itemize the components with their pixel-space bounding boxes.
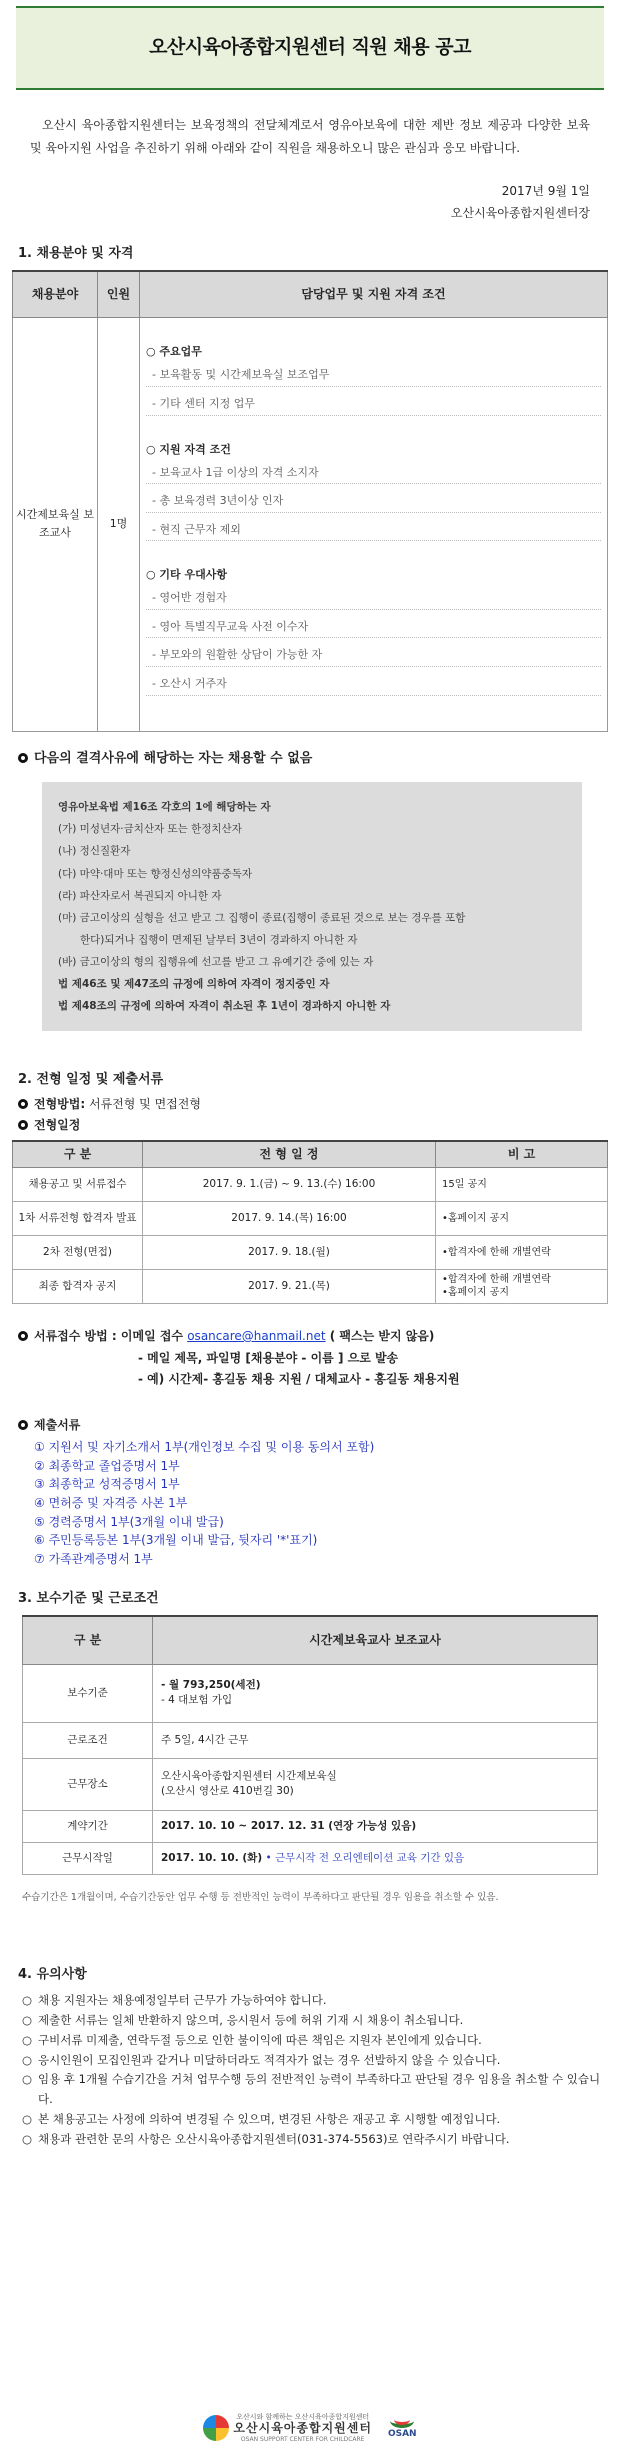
role-cell: 시간제보육실 보조교사 (13, 317, 98, 731)
osan-city-logo (388, 2414, 417, 2441)
circle-bullet-icon (18, 1331, 28, 1341)
salary-value: - 월 793,250(세전) (161, 1678, 261, 1691)
apply-label: 서류접수 방법 : (34, 1328, 121, 1343)
table-row (23, 1722, 598, 1758)
col-header-note: 비 고 (436, 1141, 608, 1167)
duty-item: - 현직 근무자 제외 (146, 521, 601, 542)
note-cell: •합격자에 한해 개별연락 •홈페이지 공지 (436, 1269, 608, 1303)
section3-title: 3. 보수기준 및 근로조건 (18, 1591, 159, 1607)
recruitment-table (12, 270, 608, 732)
schedule-table (12, 1140, 608, 1304)
section1-title: 1. 채용분야 및 자격 (18, 246, 134, 262)
date-block (8, 180, 590, 226)
duty-item: - 오산시 거주자 (146, 675, 601, 696)
list-item: ③ 최종학교 성적증명서 1부 (34, 1477, 180, 1492)
section2-title: 2. 전형 일정 및 제출서류 (18, 1071, 164, 1087)
duty-item: - 영어반 경험자 (146, 589, 601, 610)
col-header-role: 채용분야 (13, 271, 98, 317)
duty-item: - 영아 특별직무교육 사전 이수자 (146, 618, 601, 639)
row-key: 보수기준 (23, 1664, 153, 1722)
apply-text: 이메일 접수 (120, 1328, 188, 1343)
disqualify-line: 한다)되거나 집행이 면제된 날부터 3년이 경과하지 아니한 자 (80, 933, 358, 946)
disqualify-line: (나) 정신질환자 (58, 845, 131, 858)
row-key: 근무장소 (23, 1758, 153, 1810)
logo-name: 오산시육아종합지원센터 (233, 2421, 372, 2436)
date-cell: 2017. 9. 18.(월) (143, 1235, 436, 1269)
logo-top-text: 오산시와 함께하는 오산시육아종합지원센터 (236, 2413, 370, 2422)
col-header-count: 인원 (98, 271, 140, 317)
date-cell: 2017. 9. 1.(금) ~ 9. 13.(수) 16:00 (143, 1167, 436, 1201)
circle-bullet-icon (18, 753, 28, 763)
circle-bullet-icon (18, 1420, 28, 1430)
row-value (153, 1758, 598, 1810)
intro-paragraph: 오산시 육아종합지원센터는 보육정책의 전달체계로서 영유아보육에 대한 제반 정보 제공과 다양한 보육 및 육아지원 사업을 추진하기 위해 아래와 같이 직원을 채용하오니 많은 관심과 응모 바랍니다. (30, 118, 590, 155)
list-item: ○ 제출한 서류는 일체 반환하지 않으며, 응시원서 등에 허위 기재 시 채용이 취소됩니다. (22, 2011, 602, 2031)
list-item: ○ 채용 지원자는 채용예정일부터 근무가 가능하여야 합니다. (22, 1991, 602, 2011)
method-label: 전형방법: (34, 1096, 86, 1111)
list-item: ⑥ 주민등록등본 1부(3개월 이내 발급, 뒷자리 '*'표기) (34, 1533, 318, 1548)
circle-bullet-icon (18, 1099, 28, 1109)
osan-city-text: OSAN (387, 2429, 417, 2440)
stage-cell: 채용공고 및 서류접수 (13, 1167, 143, 1201)
list-item: ○ 응시인원이 모집인원과 같거나 미달하더라도 적격자가 없는 경우 선발하지 않을 수 있습니다. (22, 2051, 602, 2071)
probation-footnote: 수습기간은 1개월이며, 수습기간동안 업무 수행 등 전반적인 능력이 부족하다고 판단될 경우 임용을 취소할 수 있음. (22, 1891, 499, 1903)
apply-line-1 (18, 1326, 612, 1348)
disqualify-line: (라) 파산자로서 복권되지 아니한 자 (58, 889, 222, 902)
list-item: ① 지원서 및 자기소개서 1부(개인정보 수집 및 이용 동의서 포함) (34, 1440, 375, 1455)
apply-fax-note: ( 팩스는 받지 않음) (325, 1328, 435, 1343)
duty-group-title: ○ 지원 자격 조건 (146, 442, 231, 456)
date-cell: 2017. 9. 14.(목) 16:00 (143, 1201, 436, 1235)
list-item: ○ 채용과 관련한 문의 사항은 오산시육아종합지원센터(031-374-5563)로 연락주시기 바랍니다. (22, 2130, 602, 2150)
duty-group-title: ○ 주요업무 (146, 345, 202, 359)
disqualify-title-row (18, 750, 612, 769)
table-row (13, 1167, 608, 1201)
apply-line-3: - 예) 시간제- 홍길동 채용 지원 / 대체교사 - 홍길동 채용지원 (138, 1372, 460, 1387)
table-row (23, 1664, 598, 1722)
table-row (13, 1235, 608, 1269)
method-value: 서류전형 및 면접전형 (85, 1096, 201, 1111)
center-logo-icon (203, 2415, 229, 2441)
pay-table (22, 1615, 598, 1875)
method-row (18, 1096, 612, 1113)
row-value (153, 1842, 598, 1874)
orientation-note: • 근무시작 전 오리엔테이션 교육 기간 있음 (262, 1851, 465, 1864)
duty-group-qualification (146, 442, 601, 542)
row-value (153, 1664, 598, 1722)
duty-item: - 보육교사 1급 이상의 자격 소지자 (146, 464, 601, 485)
apply-line-2: - 메일 제목, 파일명 [채용분야 - 이름 ] 으로 발송 (138, 1350, 399, 1365)
duty-item: - 보육활동 및 시간제보육실 보조업무 (146, 366, 601, 387)
list-item: ○ 임용 후 1개월 수습기간을 거쳐 업무수행 등의 전반적인 능력이 부족하다고 판단될 경우 임용을 취소할 수 있습니다. (22, 2070, 602, 2110)
disqualify-line: (가) 미성년자·금치산자 또는 한정치산자 (58, 823, 242, 836)
row-key: 근로조건 (23, 1722, 153, 1758)
disqualify-line: 영유아보육법 제16조 각호의 1에 해당하는 자 (58, 801, 271, 814)
row-value: 2017. 10. 10 ~ 2017. 12. 31 (연장 가능성 있음) (153, 1810, 598, 1842)
duty-group-main (146, 344, 601, 415)
footer-logos (0, 2406, 620, 2450)
stage-cell: 1차 서류전형 합격자 발표 (13, 1201, 143, 1235)
stage-cell: 최종 합격자 공지 (13, 1269, 143, 1303)
table-row (13, 1201, 608, 1235)
list-item: ⑦ 가족관계증명서 1부 (34, 1551, 153, 1566)
schedule-label: 전형일정 (34, 1118, 81, 1133)
center-logo (203, 2413, 372, 2443)
disqualify-line: (바) 금고이상의 형의 집행유예 선고를 받고 그 유예기간 중에 있는 자 (58, 955, 374, 968)
table-row (23, 1810, 598, 1842)
apply-method (18, 1326, 612, 1391)
duty-cell (140, 317, 608, 731)
stage-cell: 2차 전형(면접) (13, 1235, 143, 1269)
disqualify-title: 다음의 결격사유에 해당하는 자는 채용할 수 없음 (34, 750, 313, 766)
date-cell: 2017. 9. 21.(목) (143, 1269, 436, 1303)
documents-section (18, 1417, 612, 1569)
row-value: 주 5일, 4시간 근무 (153, 1722, 598, 1758)
row-key: 계약기간 (23, 1810, 153, 1842)
documents-title-row (18, 1417, 612, 1434)
list-item: ④ 면허증 및 자격증 사본 1부 (34, 1495, 188, 1510)
duty-item: - 총 보육경력 3년이상 인자 (146, 492, 601, 513)
start-date: 2017. 10. 10. (화) (161, 1851, 263, 1864)
posting-date: 2017년 9월 1일 (501, 183, 590, 198)
col-header-date: 전 형 일 정 (143, 1141, 436, 1167)
email-link[interactable]: osancare@hanmail.net (187, 1328, 326, 1343)
list-item: ○ 구비서류 미제출, 연락두절 등으로 인한 불이익에 따른 책임은 지원자 본인에게 있습니다. (22, 2031, 602, 2051)
workplace-name: 오산시육아종합지원센터 시간제보육실 (161, 1769, 337, 1782)
center-logo-text (233, 2413, 372, 2443)
col-header-stage: 구 분 (13, 1141, 143, 1167)
workplace-address: (오산시 영산로 410번길 30) (161, 1785, 294, 1798)
documents-list (18, 1438, 612, 1568)
disqualify-line: (다) 마약·대마 또는 향정신성의약품중독자 (58, 867, 252, 880)
list-item: ○ 본 채용공고는 사정에 의하여 변경될 수 있으며, 변경된 사항은 재공고 후 시행할 예정입니다. (22, 2110, 602, 2130)
osan-city-icon (390, 2414, 414, 2428)
col-header-category: 구 분 (23, 1616, 153, 1664)
table-row (13, 1269, 608, 1303)
duty-item: - 부모와의 원활한 상담이 가능한 자 (146, 646, 601, 667)
table-row (23, 1758, 598, 1810)
disqualify-box (42, 782, 582, 1030)
note-cell: •합격자에 한해 개별연락 (436, 1235, 608, 1269)
page-title: 오산시육아종합지원센터 직원 채용 공고 (149, 36, 471, 59)
section4-title: 4. 유의사항 (18, 1967, 87, 1983)
disqualify-line: 법 제48조의 규정에 의하여 자격이 취소된 후 1년이 경과하지 아니한 자 (58, 999, 391, 1012)
duty-group-preference (146, 567, 601, 695)
disqualify-line: (마) 금고이상의 실형을 선고 받고 그 집행이 종료(집행이 종료된 것으로 보는 경우를 포함 (58, 911, 466, 924)
duty-item: - 기타 센터 지정 업무 (146, 395, 601, 416)
note-cell: 15일 공지 (436, 1167, 608, 1201)
table-row (23, 1842, 598, 1874)
issuer: 오산시육아종합지원센터장 (450, 206, 590, 221)
circle-bullet-icon (18, 1120, 28, 1130)
note-cell: •홈페이지 공지 (436, 1201, 608, 1235)
list-item: ⑤ 경력증명서 1부(3개월 이내 발급) (34, 1514, 224, 1529)
notes-list (22, 1991, 602, 2149)
col-header-position: 시간제보육교사 보조교사 (153, 1616, 598, 1664)
list-item: ② 최종학교 졸업증명서 1부 (34, 1458, 180, 1473)
duty-group-title: ○ 기타 우대사항 (146, 568, 228, 582)
logo-english: OSAN SUPPORT CENTER FOR CHILDCARE (240, 2435, 365, 2443)
schedule-label-row (18, 1117, 612, 1134)
count-cell: 1명 (98, 317, 140, 731)
disqualify-line: 법 제46조 및 제47조의 규정에 의하여 자격이 정지중인 자 (58, 977, 330, 990)
col-header-duty: 담당업무 및 지원 자격 조건 (140, 271, 608, 317)
title-banner (16, 6, 604, 90)
documents-title: 제출서류 (34, 1417, 81, 1432)
insurance-value: - 4 대보험 가입 (161, 1694, 233, 1707)
row-key: 근무시작일 (23, 1842, 153, 1874)
